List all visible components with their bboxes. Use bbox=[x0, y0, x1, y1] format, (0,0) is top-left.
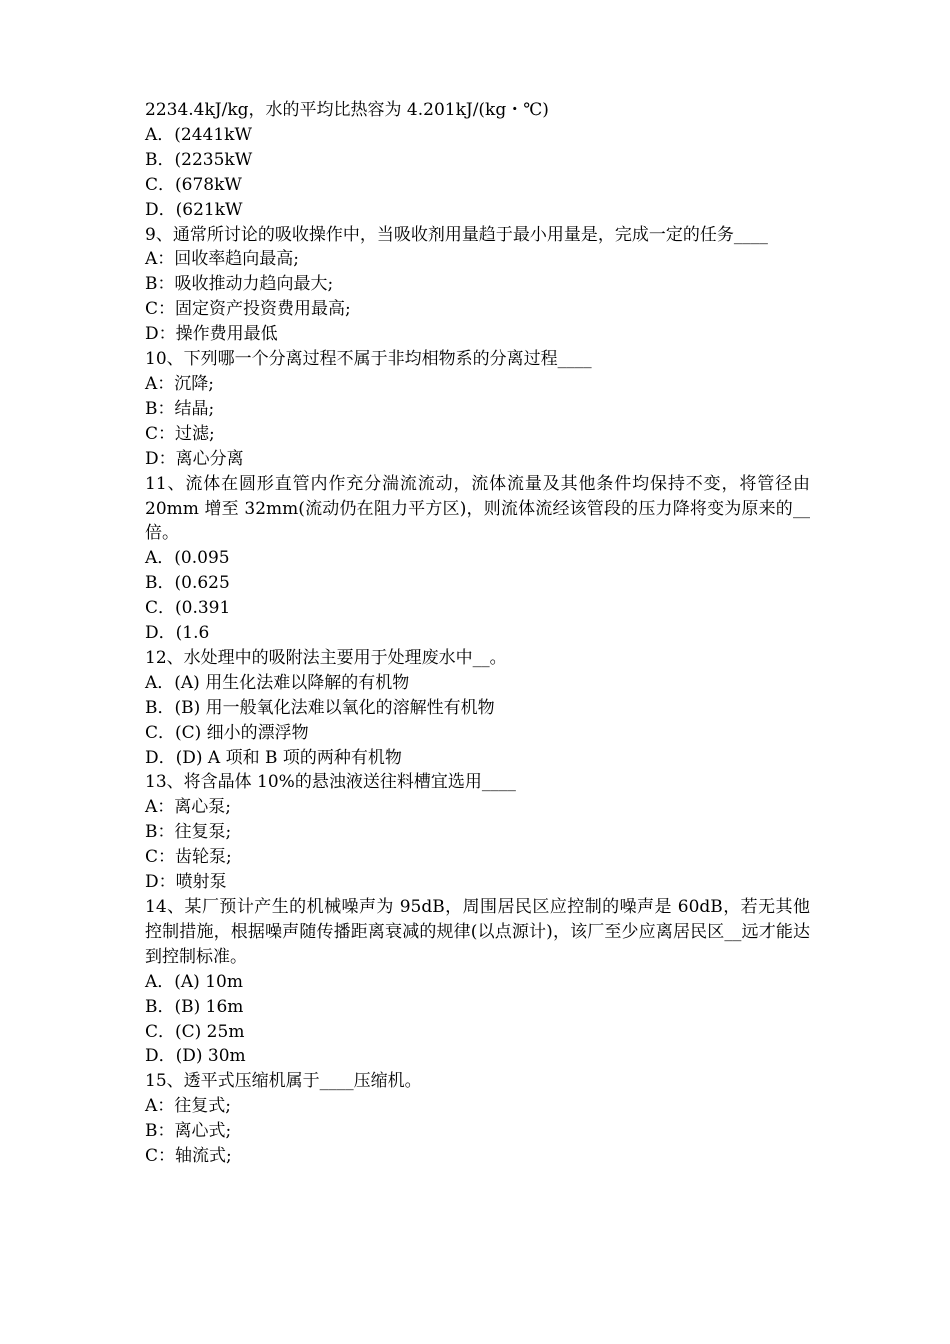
document-body bbox=[145, 98, 810, 1169]
option-c: C：轴流式; bbox=[145, 1146, 232, 1167]
option-c: C．(C) 25m bbox=[145, 1021, 245, 1042]
option-a: A：往复式; bbox=[145, 1096, 232, 1117]
option-b: B．(B) 16m bbox=[145, 996, 244, 1017]
option-d: D：喷射泵 bbox=[145, 872, 227, 893]
option-d: D．(621kW bbox=[145, 199, 243, 220]
option-d: D．(D) A 项和 B 项的两种有机物 bbox=[145, 747, 402, 768]
option-a: A：回收率趋向最高; bbox=[145, 249, 300, 270]
option-d: D．(1.6 bbox=[145, 623, 210, 644]
question-9: 9、通常所讨论的吸收操作中，当吸收剂用量趋于最小用量是，完成一定的任务____ bbox=[145, 224, 768, 245]
question-12: 12、水处理中的吸附法主要用于处理废水中__。 bbox=[145, 647, 507, 668]
option-b: B：往复泵; bbox=[145, 822, 232, 843]
option-b: B：离心式; bbox=[145, 1121, 232, 1142]
option-a: A：沉降; bbox=[145, 373, 215, 394]
text-line: 2234.4kJ/kg，水的平均比热容为 4.201kJ/(kg・℃) bbox=[145, 100, 549, 120]
question-10: 10、下列哪一个分离过程不属于非均相物系的分离过程____ bbox=[145, 349, 592, 370]
option-c: C．(C) 细小的漂浮物 bbox=[145, 722, 309, 743]
option-c: C：固定资产投资费用最高; bbox=[145, 299, 351, 320]
option-c: C．(0.391 bbox=[145, 598, 231, 619]
option-b: B．(2235kW bbox=[145, 149, 253, 170]
option-c: C．(678kW bbox=[145, 174, 242, 195]
option-d: D：离心分离 bbox=[145, 448, 244, 469]
option-a: A．(2441kW bbox=[145, 124, 252, 145]
option-b: B．(0.625 bbox=[145, 573, 230, 594]
option-d: D．(D) 30m bbox=[145, 1046, 246, 1067]
option-c: C：过滤; bbox=[145, 423, 215, 444]
option-c: C：齿轮泵; bbox=[145, 847, 232, 868]
question-11: 11、流体在圆形直管内作充分湍流流动，流体流量及其他条件均保持不变，将管径由 20mm 增至 32mm(流动仍在阻力平方区)，则流体流经该管段的压力降将变为原来的__倍。 bbox=[145, 473, 810, 544]
option-a: A：离心泵; bbox=[145, 797, 232, 818]
option-b: B．(B) 用一般氧化法难以氧化的溶解性有机物 bbox=[145, 697, 495, 718]
option-a: A．(A) 10m bbox=[145, 971, 243, 992]
question-14: 14、某厂预计产生的机械噪声为 95dB，周围居民区应控制的噪声是 60dB，若无其他控制措施，根据噪声随传播距离衰减的规律(以点源计)，该厂至少应离居民区__远才能达到控制标准。 bbox=[145, 897, 810, 967]
option-b: B：吸收推动力趋向最大; bbox=[145, 274, 334, 295]
question-13: 13、将含晶体 10%的悬浊液送往料槽宜选用____ bbox=[145, 772, 516, 793]
option-a: A．(A) 用生化法难以降解的有机物 bbox=[145, 672, 410, 693]
option-d: D：操作费用最低 bbox=[145, 324, 278, 345]
question-15: 15、透平式压缩机属于____压缩机。 bbox=[145, 1071, 422, 1092]
option-a: A．(0.095 bbox=[145, 548, 230, 569]
option-b: B：结晶; bbox=[145, 398, 215, 419]
